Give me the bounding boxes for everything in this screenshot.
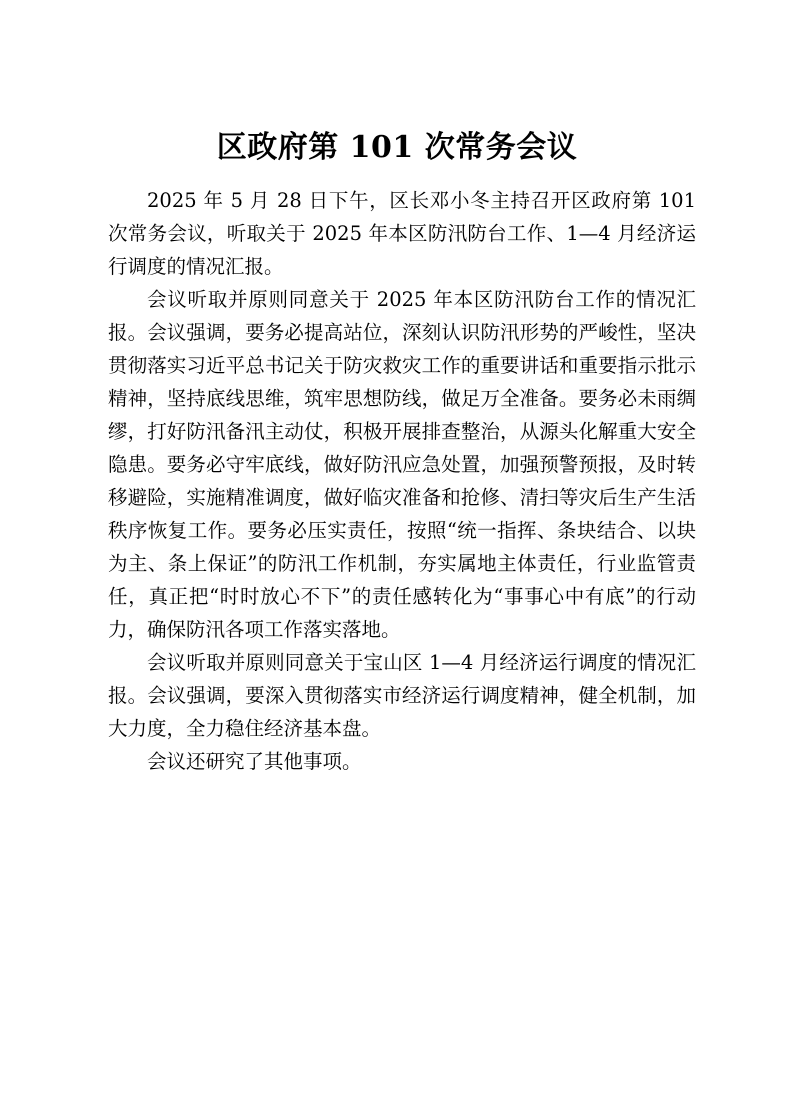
paragraph-meeting-intro: 2025 年 5 月 28 日下午，区长邓小冬主持召开区政府第 101 次常务会议，听取关于 2025 年本区防汛防台工作、1—4 月经济运行调度的情况汇报。 (108, 189, 696, 278)
paragraph-economic-operation: 会议听取并原则同意关于宝山区 1—4 月经济运行调度的情况汇报。会议强调，要深入贯彻落实市经济运行调度精神，健全机制，加大力度，全力稳住经济基本盘。 (108, 651, 696, 740)
paragraph-flood-prevention: 会议听取并原则同意关于 2025 年本区防汛防台工作的情况汇报。会议强调，要务必提高站位，深刻认识防汛形势的严峻性，坚决贯彻落实习近平总书记关于防灾救灾工作的重要讲话和重要指示批示精神，坚持底线思维，筑牢思想防线，做足万全准备。要务必未雨绸缪，打好防汛备汛主动仗，积极开展排查整治，从源头化解重大安全隐患。要务必守牢底线，做好防汛应急处置，加强预警预报，及时转移避险，实施精准调度，做好临灾准备和抢修、清扫等灾后生产生活秩序恢复工作。要务必压实责任，按照“统一指挥、条块结合、以块为主、条上保证”的防汛工作机制，夯实属地主体责任，行业监管责任，真正把“时时放心不下”的责任感转化为“事事心中有底”的行动力，确保防汛各项工作落实落地。 (108, 288, 696, 641)
document-body (108, 184, 696, 778)
document-title: 区政府第 101 次常务会议 (216, 130, 578, 166)
paragraph-other-matters: 会议还研究了其他事项。 (147, 750, 362, 773)
